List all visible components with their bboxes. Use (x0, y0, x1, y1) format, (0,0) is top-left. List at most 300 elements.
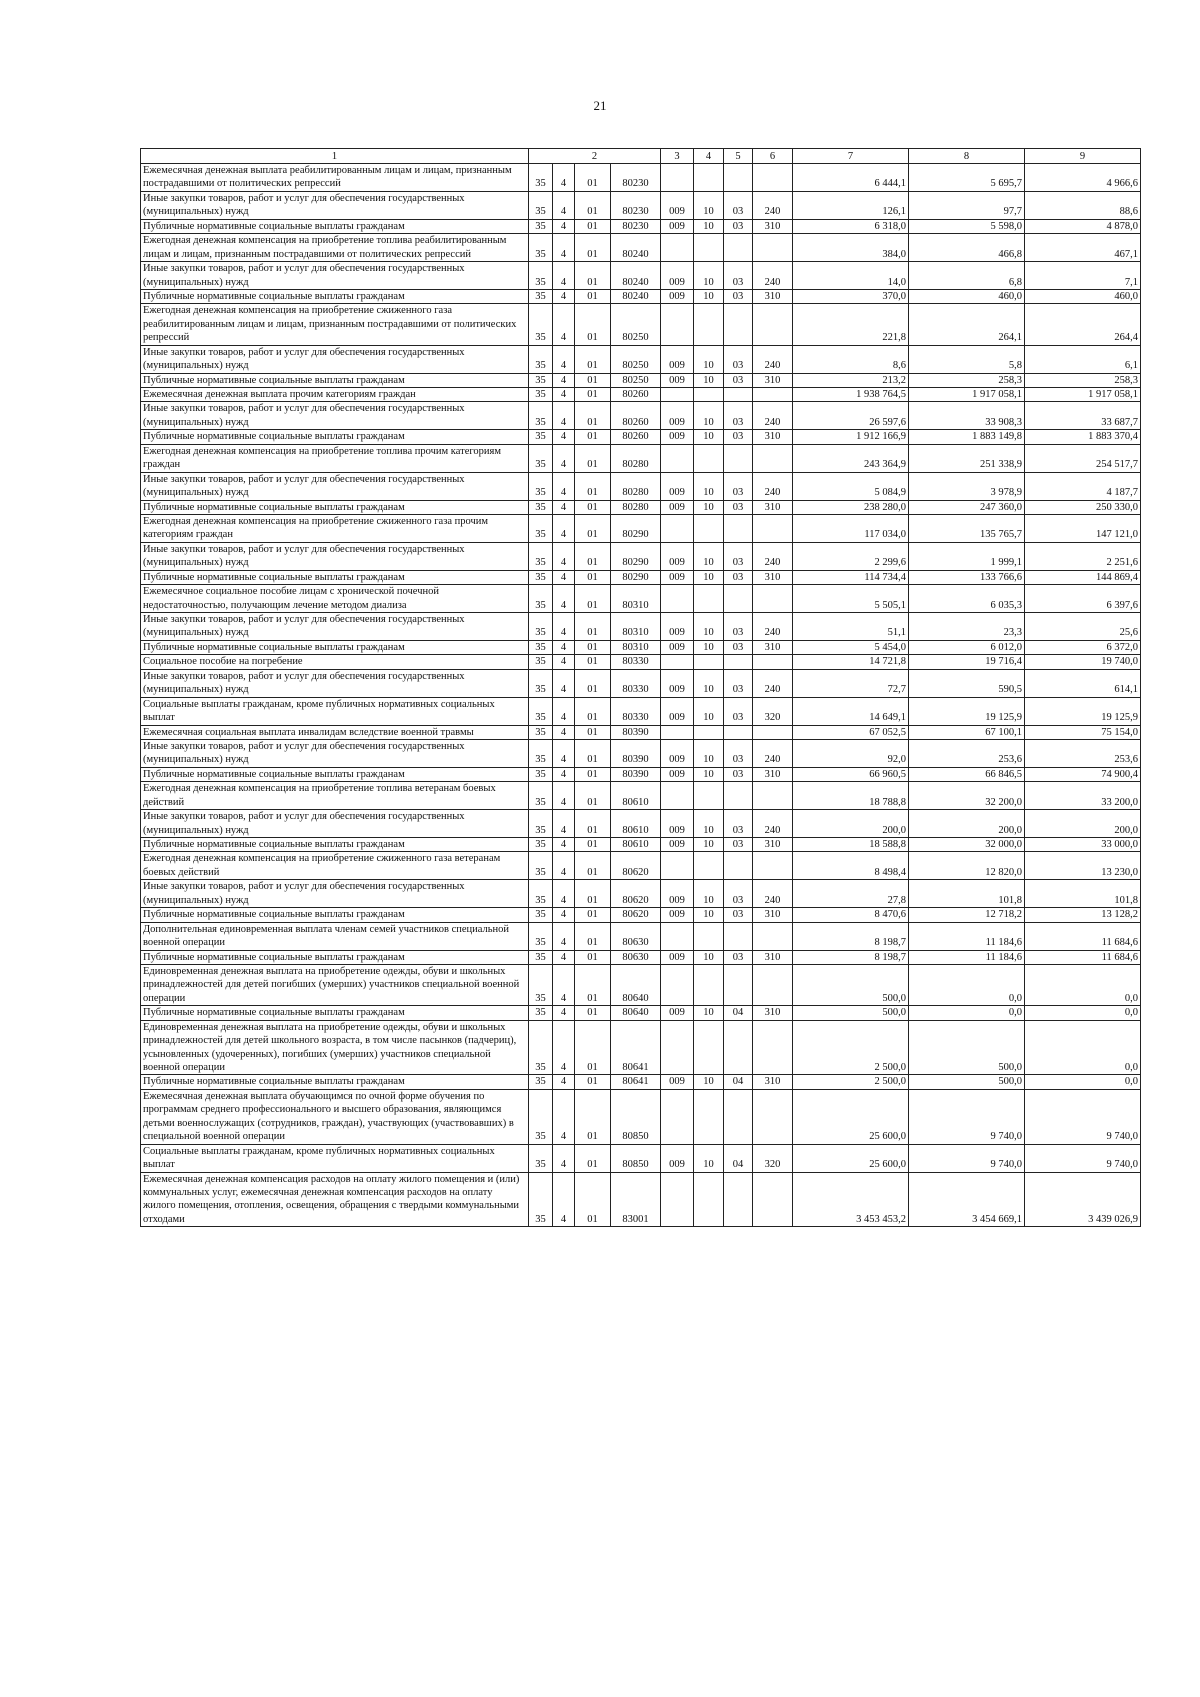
code-part-3: 01 (575, 570, 611, 584)
col-4-cell: 10 (694, 262, 724, 290)
code-part-3: 01 (575, 345, 611, 373)
code-part-3: 01 (575, 1144, 611, 1172)
header-col-2: 2 (529, 149, 661, 164)
row-name: Социальные выплаты гражданам, кроме публичных нормативных социальных выплат (141, 697, 529, 725)
col-8-value: 253,6 (909, 739, 1025, 767)
col-7-value: 18 588,8 (793, 838, 909, 852)
row-name: Ежегодная денежная компенсация на приобретение сжиженного газа прочим категориям граждан (141, 514, 529, 542)
table-row (141, 262, 1141, 290)
col-6-cell (753, 725, 793, 739)
col-8-value: 460,0 (909, 289, 1025, 303)
code-part-4: 80250 (611, 304, 661, 345)
col-9-value: 254 517,7 (1025, 444, 1141, 472)
col-6-cell (753, 852, 793, 880)
col-7-value: 25 600,0 (793, 1144, 909, 1172)
col-7-value: 25 600,0 (793, 1089, 909, 1144)
col-7-value: 221,8 (793, 304, 909, 345)
header-col-5: 5 (724, 149, 753, 164)
col-5-cell: 03 (724, 767, 753, 781)
col-9-value: 4 966,6 (1025, 164, 1141, 192)
col-9-value: 4 878,0 (1025, 219, 1141, 233)
col-7-value: 14 721,8 (793, 655, 909, 669)
code-part-1: 35 (529, 1075, 553, 1089)
col-8-value: 5 598,0 (909, 219, 1025, 233)
col-6-cell (753, 655, 793, 669)
row-name: Ежемесячная денежная выплата реабилитированным лицам и лицам, признанным пострадавшими от политических репрессий (141, 164, 529, 192)
code-part-1: 35 (529, 669, 553, 697)
col-7-value: 384,0 (793, 234, 909, 262)
col-5-cell: 03 (724, 500, 753, 514)
table-row (141, 950, 1141, 964)
code-part-2: 4 (553, 613, 575, 641)
col-3-cell (661, 655, 694, 669)
col-5-cell: 03 (724, 219, 753, 233)
row-name: Публичные нормативные социальные выплаты гражданам (141, 908, 529, 922)
col-4-cell: 10 (694, 908, 724, 922)
code-part-1: 35 (529, 1006, 553, 1020)
col-4-cell: 10 (694, 402, 724, 430)
col-3-cell: 009 (661, 950, 694, 964)
col-9-value: 467,1 (1025, 234, 1141, 262)
col-8-value: 258,3 (909, 373, 1025, 387)
code-part-2: 4 (553, 1075, 575, 1089)
col-4-cell: 10 (694, 430, 724, 444)
col-3-cell (661, 164, 694, 192)
col-9-value: 1 917 058,1 (1025, 388, 1141, 402)
col-7-value: 67 052,5 (793, 725, 909, 739)
col-6-cell: 310 (753, 640, 793, 654)
col-7-value: 27,8 (793, 880, 909, 908)
code-part-2: 4 (553, 669, 575, 697)
col-9-value: 33 000,0 (1025, 838, 1141, 852)
code-part-3: 01 (575, 739, 611, 767)
col-3-cell (661, 444, 694, 472)
table-row (141, 164, 1141, 192)
col-5-cell: 03 (724, 373, 753, 387)
code-part-4: 80620 (611, 852, 661, 880)
col-4-cell (694, 1020, 724, 1075)
col-6-cell: 310 (753, 767, 793, 781)
col-8-value: 23,3 (909, 613, 1025, 641)
row-name: Единовременная денежная выплата на приобретение одежды, обуви и школьных принадлежностей для детей погибших (умерших) участников специальной военной операции (141, 964, 529, 1005)
col-7-value: 6 444,1 (793, 164, 909, 192)
col-5-cell: 03 (724, 697, 753, 725)
col-5-cell (724, 964, 753, 1005)
col-5-cell: 03 (724, 345, 753, 373)
row-name: Ежегодная денежная компенсация на приобретение топлива ветеранам боевых действий (141, 782, 529, 810)
col-8-value: 32 000,0 (909, 838, 1025, 852)
col-8-value: 12 718,2 (909, 908, 1025, 922)
col-5-cell: 03 (724, 262, 753, 290)
col-3-cell (661, 1172, 694, 1227)
col-9-value: 6,1 (1025, 345, 1141, 373)
header-col-3: 3 (661, 149, 694, 164)
code-part-2: 4 (553, 402, 575, 430)
col-6-cell: 240 (753, 880, 793, 908)
code-part-3: 01 (575, 444, 611, 472)
col-8-value: 500,0 (909, 1075, 1025, 1089)
table-row (141, 402, 1141, 430)
table-row (141, 289, 1141, 303)
header-col-8: 8 (909, 149, 1025, 164)
col-6-cell: 310 (753, 908, 793, 922)
code-part-3: 01 (575, 1089, 611, 1144)
row-name: Публичные нормативные социальные выплаты гражданам (141, 570, 529, 584)
code-part-4: 80620 (611, 880, 661, 908)
table-row (141, 880, 1141, 908)
code-part-3: 01 (575, 767, 611, 781)
code-part-4: 80330 (611, 669, 661, 697)
col-3-cell: 009 (661, 669, 694, 697)
table-row (141, 964, 1141, 1005)
col-6-cell (753, 304, 793, 345)
table-row (141, 1020, 1141, 1075)
code-part-1: 35 (529, 922, 553, 950)
col-9-value: 0,0 (1025, 964, 1141, 1005)
col-8-value: 135 765,7 (909, 514, 1025, 542)
code-part-2: 4 (553, 500, 575, 514)
col-8-value: 251 338,9 (909, 444, 1025, 472)
col-5-cell (724, 304, 753, 345)
col-5-cell: 03 (724, 739, 753, 767)
code-part-2: 4 (553, 289, 575, 303)
col-9-value: 19 740,0 (1025, 655, 1141, 669)
col-5-cell: 04 (724, 1006, 753, 1020)
col-6-cell: 240 (753, 542, 793, 570)
col-8-value: 0,0 (909, 964, 1025, 1005)
col-4-cell: 10 (694, 1006, 724, 1020)
col-6-cell: 240 (753, 739, 793, 767)
code-part-4: 80230 (611, 164, 661, 192)
code-part-4: 80290 (611, 570, 661, 584)
col-4-cell (694, 922, 724, 950)
col-8-value: 1 883 149,8 (909, 430, 1025, 444)
table-row (141, 570, 1141, 584)
col-6-cell (753, 164, 793, 192)
col-8-value: 19 125,9 (909, 697, 1025, 725)
code-part-2: 4 (553, 767, 575, 781)
col-3-cell (661, 1020, 694, 1075)
col-5-cell: 03 (724, 950, 753, 964)
table-row (141, 782, 1141, 810)
col-8-value: 1 999,1 (909, 542, 1025, 570)
col-4-cell: 10 (694, 472, 724, 500)
code-part-3: 01 (575, 234, 611, 262)
code-part-4: 80280 (611, 472, 661, 500)
table-row (141, 585, 1141, 613)
code-part-1: 35 (529, 810, 553, 838)
col-3-cell: 009 (661, 880, 694, 908)
col-8-value: 1 917 058,1 (909, 388, 1025, 402)
table-row (141, 219, 1141, 233)
code-part-1: 35 (529, 838, 553, 852)
col-7-value: 72,7 (793, 669, 909, 697)
col-3-cell (661, 1089, 694, 1144)
col-5-cell: 03 (724, 810, 753, 838)
row-name: Ежемесячное социальное пособие лицам с хронической почечной недостаточностью, получающим лечение методом диализа (141, 585, 529, 613)
code-part-1: 35 (529, 1020, 553, 1075)
code-part-2: 4 (553, 739, 575, 767)
row-name: Публичные нормативные социальные выплаты гражданам (141, 1075, 529, 1089)
col-8-value: 67 100,1 (909, 725, 1025, 739)
col-5-cell (724, 922, 753, 950)
col-3-cell: 009 (661, 219, 694, 233)
code-part-4: 80620 (611, 908, 661, 922)
col-6-cell: 310 (753, 838, 793, 852)
col-3-cell: 009 (661, 570, 694, 584)
col-7-value: 200,0 (793, 810, 909, 838)
col-9-value: 6 372,0 (1025, 640, 1141, 654)
code-part-4: 80630 (611, 922, 661, 950)
col-5-cell: 04 (724, 1144, 753, 1172)
table-row (141, 304, 1141, 345)
code-part-1: 35 (529, 542, 553, 570)
col-7-value: 2 500,0 (793, 1020, 909, 1075)
row-name: Ежемесячная социальная выплата инвалидам вследствие военной травмы (141, 725, 529, 739)
code-part-3: 01 (575, 500, 611, 514)
code-part-4: 80850 (611, 1144, 661, 1172)
col-7-value: 5 084,9 (793, 472, 909, 500)
row-name: Иные закупки товаров, работ и услуг для обеспечения государственных (муниципальных) нужд (141, 262, 529, 290)
code-part-3: 01 (575, 782, 611, 810)
col-8-value: 32 200,0 (909, 782, 1025, 810)
code-part-2: 4 (553, 444, 575, 472)
col-5-cell (724, 1089, 753, 1144)
col-9-value: 3 439 026,9 (1025, 1172, 1141, 1227)
col-4-cell: 10 (694, 500, 724, 514)
code-part-3: 01 (575, 430, 611, 444)
col-9-value: 460,0 (1025, 289, 1141, 303)
col-7-value: 117 034,0 (793, 514, 909, 542)
col-6-cell: 310 (753, 570, 793, 584)
col-4-cell (694, 725, 724, 739)
row-name: Иные закупки товаров, работ и услуг для обеспечения государственных (муниципальных) нужд (141, 402, 529, 430)
col-9-value: 250 330,0 (1025, 500, 1141, 514)
code-part-2: 4 (553, 430, 575, 444)
col-4-cell: 10 (694, 613, 724, 641)
code-part-1: 35 (529, 613, 553, 641)
table-row (141, 444, 1141, 472)
code-part-1: 35 (529, 219, 553, 233)
col-6-cell: 320 (753, 1144, 793, 1172)
col-5-cell (724, 1172, 753, 1227)
table-row (141, 908, 1141, 922)
col-8-value: 6 012,0 (909, 640, 1025, 654)
col-9-value: 9 740,0 (1025, 1144, 1141, 1172)
col-4-cell: 10 (694, 373, 724, 387)
code-part-4: 80641 (611, 1020, 661, 1075)
col-7-value: 51,1 (793, 613, 909, 641)
col-5-cell (724, 585, 753, 613)
code-part-4: 80610 (611, 782, 661, 810)
code-part-3: 01 (575, 304, 611, 345)
col-3-cell: 009 (661, 739, 694, 767)
row-name: Иные закупки товаров, работ и услуг для обеспечения государственных (муниципальных) нужд (141, 739, 529, 767)
code-part-4: 83001 (611, 1172, 661, 1227)
col-7-value: 5 505,1 (793, 585, 909, 613)
code-part-4: 80250 (611, 373, 661, 387)
code-part-4: 80280 (611, 500, 661, 514)
col-7-value: 8 470,6 (793, 908, 909, 922)
table-row (141, 500, 1141, 514)
col-6-cell: 310 (753, 500, 793, 514)
col-6-cell: 310 (753, 373, 793, 387)
col-3-cell: 009 (661, 810, 694, 838)
code-part-1: 35 (529, 767, 553, 781)
col-6-cell: 240 (753, 472, 793, 500)
col-6-cell (753, 514, 793, 542)
code-part-4: 80240 (611, 234, 661, 262)
table-row (141, 373, 1141, 387)
code-part-1: 35 (529, 908, 553, 922)
code-part-4: 80641 (611, 1075, 661, 1089)
code-part-2: 4 (553, 725, 575, 739)
code-part-2: 4 (553, 164, 575, 192)
col-8-value: 19 716,4 (909, 655, 1025, 669)
col-6-cell: 240 (753, 262, 793, 290)
row-name: Публичные нормативные социальные выплаты гражданам (141, 950, 529, 964)
col-6-cell (753, 1089, 793, 1144)
code-part-3: 01 (575, 1020, 611, 1075)
code-part-3: 01 (575, 514, 611, 542)
budget-table (140, 148, 1141, 1227)
code-part-3: 01 (575, 164, 611, 192)
col-5-cell (724, 444, 753, 472)
code-part-2: 4 (553, 1089, 575, 1144)
code-part-3: 01 (575, 852, 611, 880)
code-part-3: 01 (575, 585, 611, 613)
code-part-4: 80610 (611, 810, 661, 838)
col-5-cell: 03 (724, 838, 753, 852)
col-9-value: 101,8 (1025, 880, 1141, 908)
row-name: Ежегодная денежная компенсация на приобретение топлива прочим категориям граждан (141, 444, 529, 472)
col-7-value: 114 734,4 (793, 570, 909, 584)
table-row (141, 725, 1141, 739)
col-9-value: 9 740,0 (1025, 1089, 1141, 1144)
col-8-value: 500,0 (909, 1020, 1025, 1075)
code-part-2: 4 (553, 219, 575, 233)
row-name: Публичные нормативные социальные выплаты гражданам (141, 1006, 529, 1020)
code-part-4: 80630 (611, 950, 661, 964)
col-8-value: 12 820,0 (909, 852, 1025, 880)
code-part-4: 80310 (611, 613, 661, 641)
code-part-4: 80310 (611, 640, 661, 654)
code-part-3: 01 (575, 373, 611, 387)
col-8-value: 247 360,0 (909, 500, 1025, 514)
code-part-1: 35 (529, 640, 553, 654)
col-6-cell (753, 234, 793, 262)
col-8-value: 264,1 (909, 304, 1025, 345)
row-name: Ежегодная денежная компенсация на приобретение топлива реабилитированным лицам и лицам, признанным пострадавшими от политических репрессий (141, 234, 529, 262)
code-part-4: 80240 (611, 289, 661, 303)
table-row (141, 430, 1141, 444)
col-7-value: 8,6 (793, 345, 909, 373)
col-7-value: 14 649,1 (793, 697, 909, 725)
col-4-cell (694, 234, 724, 262)
col-9-value: 147 121,0 (1025, 514, 1141, 542)
code-part-1: 35 (529, 1089, 553, 1144)
row-name: Иные закупки товаров, работ и услуг для обеспечения государственных (муниципальных) нужд (141, 669, 529, 697)
col-4-cell (694, 164, 724, 192)
table-row (141, 739, 1141, 767)
col-9-value: 264,4 (1025, 304, 1141, 345)
code-part-2: 4 (553, 234, 575, 262)
col-9-value: 88,6 (1025, 191, 1141, 219)
code-part-4: 80250 (611, 345, 661, 373)
col-3-cell: 009 (661, 1006, 694, 1020)
header-col-9: 9 (1025, 149, 1141, 164)
code-part-1: 35 (529, 964, 553, 1005)
code-part-3: 01 (575, 922, 611, 950)
col-6-cell: 310 (753, 1075, 793, 1089)
col-7-value: 2 500,0 (793, 1075, 909, 1089)
page-number: 21 (593, 98, 607, 113)
col-8-value: 5 695,7 (909, 164, 1025, 192)
code-part-3: 01 (575, 1172, 611, 1227)
code-part-2: 4 (553, 697, 575, 725)
col-3-cell (661, 304, 694, 345)
col-4-cell: 10 (694, 542, 724, 570)
row-name: Дополнительная единовременная выплата членам семей участников специальной военной операции (141, 922, 529, 950)
col-7-value: 126,1 (793, 191, 909, 219)
col-7-value: 26 597,6 (793, 402, 909, 430)
col-6-cell: 240 (753, 345, 793, 373)
col-4-cell (694, 782, 724, 810)
col-5-cell (724, 514, 753, 542)
code-part-4: 80850 (611, 1089, 661, 1144)
code-part-1: 35 (529, 852, 553, 880)
col-8-value: 6 035,3 (909, 585, 1025, 613)
code-part-1: 35 (529, 570, 553, 584)
code-part-3: 01 (575, 1006, 611, 1020)
col-5-cell (724, 852, 753, 880)
col-9-value: 1 883 370,4 (1025, 430, 1141, 444)
code-part-3: 01 (575, 880, 611, 908)
col-3-cell: 009 (661, 345, 694, 373)
col-9-value: 33 200,0 (1025, 782, 1141, 810)
code-part-3: 01 (575, 655, 611, 669)
code-part-2: 4 (553, 388, 575, 402)
col-9-value: 4 187,7 (1025, 472, 1141, 500)
col-6-cell: 310 (753, 950, 793, 964)
col-7-value: 238 280,0 (793, 500, 909, 514)
code-part-2: 4 (553, 640, 575, 654)
table-row (141, 922, 1141, 950)
col-5-cell (724, 725, 753, 739)
code-part-2: 4 (553, 345, 575, 373)
col-5-cell: 03 (724, 191, 753, 219)
col-4-cell (694, 655, 724, 669)
col-3-cell (661, 852, 694, 880)
col-4-cell (694, 1172, 724, 1227)
code-part-1: 35 (529, 262, 553, 290)
code-part-3: 01 (575, 262, 611, 290)
code-part-2: 4 (553, 1006, 575, 1020)
col-7-value: 213,2 (793, 373, 909, 387)
col-7-value: 500,0 (793, 1006, 909, 1020)
code-part-3: 01 (575, 388, 611, 402)
col-7-value: 92,0 (793, 739, 909, 767)
col-8-value: 133 766,6 (909, 570, 1025, 584)
col-7-value: 6 318,0 (793, 219, 909, 233)
code-part-1: 35 (529, 304, 553, 345)
col-4-cell: 10 (694, 669, 724, 697)
row-name: Публичные нормативные социальные выплаты гражданам (141, 430, 529, 444)
code-part-1: 35 (529, 402, 553, 430)
col-3-cell: 009 (661, 542, 694, 570)
table-row (141, 810, 1141, 838)
col-3-cell: 009 (661, 373, 694, 387)
